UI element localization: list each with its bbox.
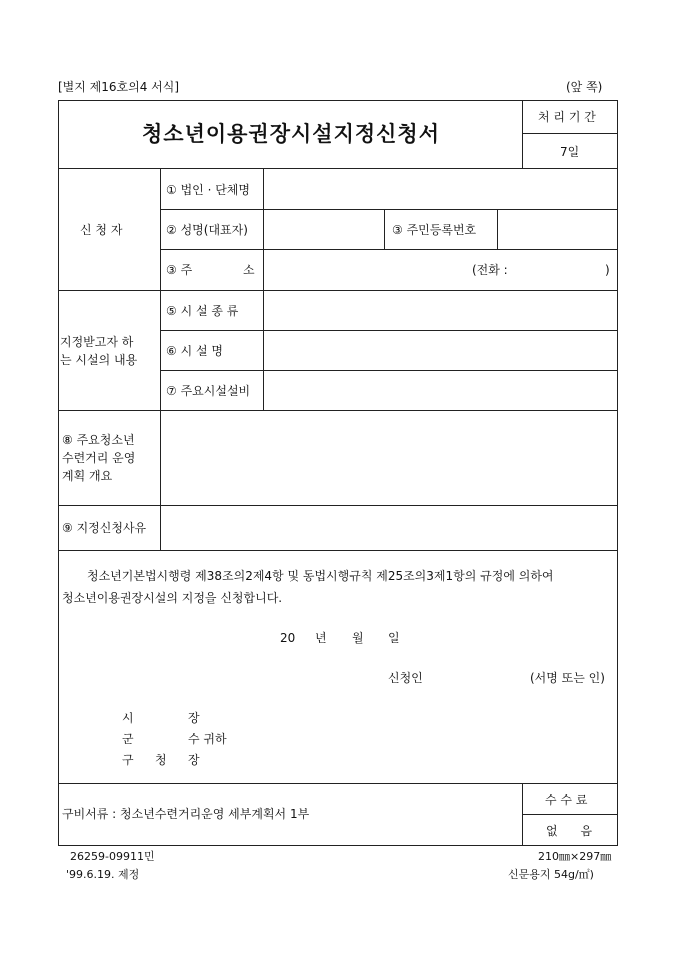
plan-label-line1: ⑧ 주요청소년 (62, 433, 135, 447)
required-documents: 구비서류 : 청소년수련거리운영 세부계획서 1부 (62, 807, 310, 821)
facility-section-label-line1: 지정받고자 하 (60, 335, 134, 349)
form-title: 청소년이용권장시설지정신청서 (142, 121, 441, 146)
applicant-signature-label: 신청인 (388, 671, 423, 685)
applicant-name-label: ② 성명(대표자) (166, 223, 248, 237)
applicant-section-label: 신 청 자 (80, 223, 123, 237)
facility-name-field[interactable] (265, 332, 617, 369)
form-code: 26259-09911민 (70, 850, 155, 863)
addressee-county-tail: 수 귀하 (188, 732, 227, 746)
paper-type: 신문용지 54g/㎡) (508, 868, 594, 881)
enactment-date: '99.6.19. 제정 (66, 868, 140, 881)
processing-period-label: 처 리 기 간 (538, 110, 596, 124)
address-label: ③ 주 (166, 263, 193, 277)
reason-field[interactable] (162, 507, 617, 549)
statement-line1: 청소년기본법시행령 제38조의2제4항 및 동법시행규칙 제25조의3제1항의 규정에 의하여 (87, 569, 554, 583)
fee-label: 수 수 료 (545, 793, 588, 807)
address-field[interactable] (265, 251, 465, 289)
facility-equipment-label: ⑦ 주요시설설비 (166, 384, 251, 398)
plan-label-line2: 수련거리 운영 (62, 451, 136, 465)
rrn-label: ③ 주민등록번호 (392, 223, 477, 237)
addressee-district-mid: 청 (155, 753, 167, 767)
date-year: 년 (315, 631, 327, 645)
reason-label: ⑨ 지정신청사유 (62, 521, 147, 535)
facility-equipment-field[interactable] (265, 372, 617, 409)
address-label-tail: 소 (243, 263, 255, 277)
facility-name-label: ⑥ 시 설 명 (166, 344, 223, 358)
addressee-city: 시 (122, 711, 134, 725)
rrn-field[interactable] (499, 211, 617, 248)
page-side-label: (앞 쪽) (566, 80, 603, 94)
facility-section-label-line2: 는 시설의 내용 (60, 353, 138, 367)
addressee-district-tail: 장 (188, 753, 200, 767)
corp-name-field[interactable] (265, 170, 617, 208)
addressee-county: 군 (122, 732, 134, 746)
applicant-name-field[interactable] (265, 211, 383, 248)
plan-label-line3: 계획 개요 (62, 469, 113, 483)
paper-size: 210㎜×297㎜ (538, 850, 612, 863)
sign-or-seal-label: (서명 또는 인) (530, 671, 605, 685)
date-day: 일 (388, 631, 400, 645)
plan-overview-field[interactable] (162, 412, 617, 504)
statement-line2: 청소년이용권장시설의 지정을 신청합니다. (62, 591, 283, 605)
phone-close: ) (605, 263, 610, 277)
date-year-prefix: 20 (280, 631, 296, 645)
facility-type-field[interactable] (265, 292, 617, 329)
phone-label: (전화 : (472, 263, 508, 277)
addressee-city-tail: 장 (188, 711, 200, 725)
fee-value: 없 음 (546, 824, 593, 838)
facility-type-label: ⑤ 시 설 종 류 (166, 304, 239, 318)
date-month: 월 (352, 631, 364, 645)
addressee-district: 구 (122, 753, 134, 767)
processing-period-value: 7일 (560, 145, 580, 159)
corp-name-label: ① 법인 · 단체명 (166, 183, 250, 197)
form-reference: [별지 제16호의4 서식] (58, 80, 180, 94)
